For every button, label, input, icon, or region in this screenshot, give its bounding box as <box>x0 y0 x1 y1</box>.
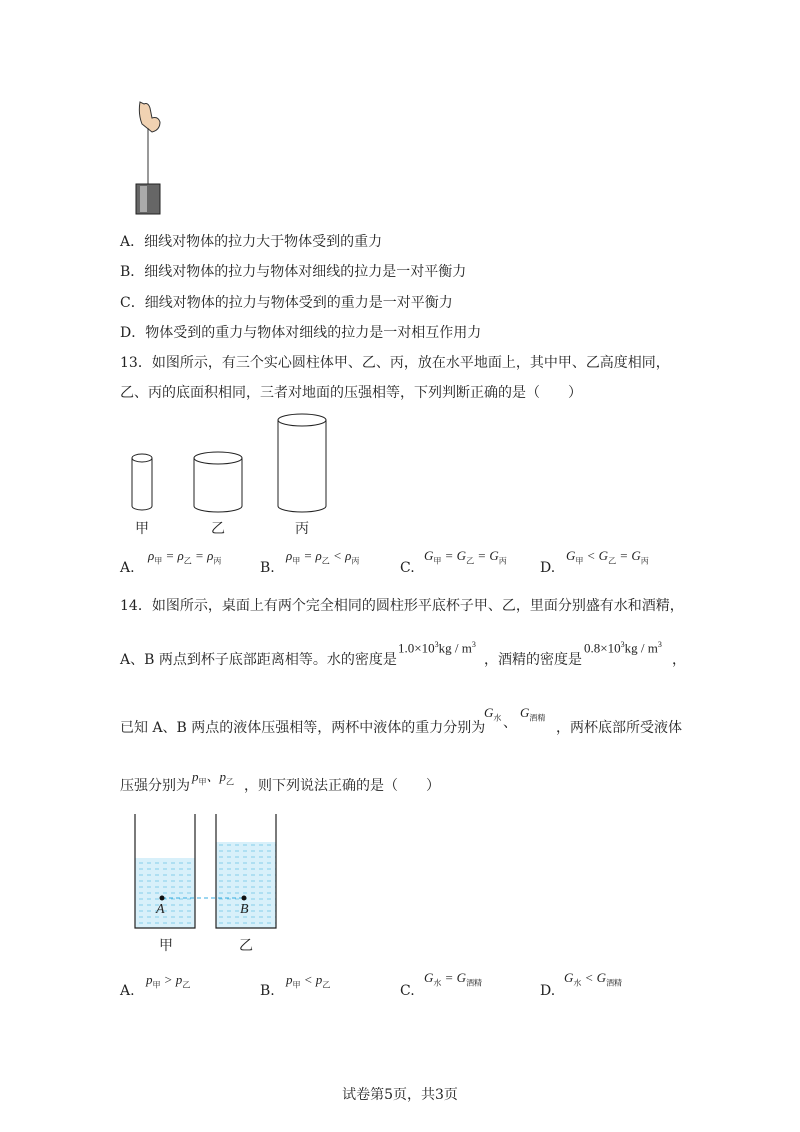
q14-option-b-formula: $p_甲 < p_乙$ <box>286 972 331 990</box>
q14-option-a-formula: $p_甲 > p_乙$ <box>146 972 191 990</box>
q14-stem-line1: 14．如图所示，桌面上有两个完全相同的圆柱形平底杯子甲、乙，里面分别盛有水和酒精， <box>120 598 684 614</box>
q14-point-b-label: B <box>240 902 249 917</box>
hand-string-cylinder-figure <box>130 100 170 220</box>
q14-stem-line3-b: ，两杯底部所受液体 <box>556 720 682 736</box>
q14-option-a-label: A. <box>120 983 135 999</box>
q14-stem-line4-b: ，则下列说法正确的是（ ） <box>244 778 440 794</box>
q14-alcohol-density: $0.8\times 10^3kg / m^3$ <box>584 640 662 656</box>
q14-point-a-label: A <box>156 902 165 917</box>
point-b-dot <box>242 896 247 901</box>
q14-separator: 、 <box>503 715 517 731</box>
q13-option-a-formula: $\rho_甲 = \rho_乙 = \rho_丙$ <box>148 548 222 566</box>
q13-option-c-formula: $G_甲 = G_乙 = G_丙$ <box>424 548 507 566</box>
cylinder-yi <box>194 452 242 512</box>
q13-stem-line2: 乙、丙的底面积相同，三者对地面的压强相等，下列判断正确的是（ ） <box>120 385 582 401</box>
q14-option-c-label: C. <box>400 983 415 999</box>
q13-option-a-label: A. <box>120 560 135 576</box>
q13-fig-label-bing: 丙 <box>295 521 309 537</box>
q14-g-alcohol: $G_{酒精}$ <box>520 705 546 723</box>
cylinder-bing <box>278 414 326 512</box>
q13-option-d-formula: $G_甲 < G_乙 = G_丙$ <box>566 548 649 566</box>
two-cups-figure <box>130 812 290 932</box>
q12-option-b: B．细线对物体的拉力与物体对细线的拉力是一对平衡力 <box>120 264 467 280</box>
q14-option-d-formula: $G_水 < G_{酒精}$ <box>564 970 623 988</box>
q14-option-d-label: D. <box>540 983 556 999</box>
q13-option-b-label: B. <box>260 560 275 576</box>
q14-stem-line2-c: ， <box>672 652 686 668</box>
q13-stem-line1: 13．如图所示，有三个实心圆柱体甲、乙、丙，放在水平地面上，其中甲、乙高度相同， <box>120 355 670 371</box>
q14-stem-line2-b: ，酒精的密度是 <box>484 652 582 668</box>
q14-stem-line4: 压强分别为 <box>120 778 190 794</box>
q14-fig-label-jia: 甲 <box>159 938 173 954</box>
page-footer: 试卷第5页，共3页 <box>342 1087 458 1103</box>
q13-option-b-formula: $\rho_甲 = \rho_乙 < \rho_丙$ <box>286 548 360 566</box>
q14-option-c-formula: $G_水 = G_{酒精}$ <box>424 970 483 988</box>
q13-fig-label-yi: 乙 <box>211 521 225 537</box>
q13-option-d-label: D. <box>540 560 556 576</box>
q13-fig-label-jia: 甲 <box>135 521 149 537</box>
q14-fig-label-yi: 乙 <box>239 938 253 954</box>
q14-stem-line2: A、B 两点到杯子底部距离相等。水的密度是 <box>120 652 397 668</box>
cylinder-jia <box>132 454 152 510</box>
three-cylinders-figure <box>128 410 348 525</box>
point-a-dot <box>160 896 165 901</box>
q12-option-a: A．细线对物体的拉力大于物体受到的重力 <box>120 234 383 250</box>
q14-g-water: $G_水$ <box>484 705 502 723</box>
q14-stem-line3: 已知 A、B 两点的液体压强相等，两杯中液体的重力分别为 <box>120 720 486 736</box>
q14-p-symbols: $p_甲$、$p_乙$ <box>192 769 235 787</box>
q14-option-b-label: B. <box>260 983 275 999</box>
q12-option-d: D．物体受到的重力与物体对细线的拉力是一对相互作用力 <box>120 325 482 341</box>
q12-option-c: C．细线对物体的拉力与物体受到的重力是一对平衡力 <box>120 295 453 311</box>
q14-water-density: $1.0\times 10^3kg / m^3$ <box>398 640 476 656</box>
q13-option-c-label: C. <box>400 560 415 576</box>
